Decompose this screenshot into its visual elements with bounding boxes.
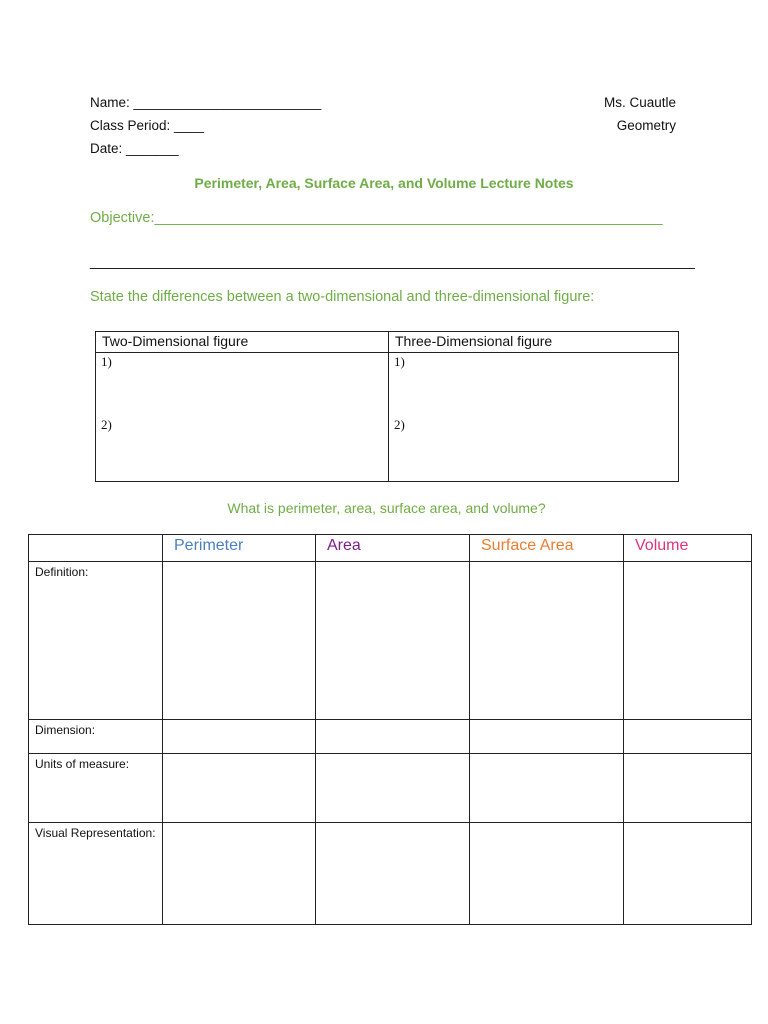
volume-header: Volume [624, 535, 752, 562]
units-label: Units of measure: [29, 754, 163, 823]
dimension-label: Dimension: [29, 720, 163, 754]
teacher-name: Ms. Cuautle [603, 95, 676, 110]
two-dimensional-header: Two-Dimensional figure [96, 332, 389, 353]
date-field: Date: _______ [90, 141, 179, 156]
three-dimensional-cell [389, 353, 679, 482]
table-cell [163, 562, 316, 720]
table-cell [163, 823, 316, 925]
two-dimensional-cell [96, 353, 389, 482]
table-cell [316, 823, 470, 925]
perimeter-header: Perimeter [163, 535, 316, 562]
table-row [29, 823, 752, 925]
page-title: Perimeter, Area, Surface Area, and Volume Lecture Notes [194, 175, 574, 191]
table-row [29, 754, 752, 823]
table-cell [316, 562, 470, 720]
table-cell [470, 754, 624, 823]
table-cell [316, 720, 470, 754]
table-row [29, 720, 752, 754]
concept-table [28, 534, 752, 925]
three-dimensional-header: Three-Dimensional figure [389, 332, 679, 353]
subject-name: Geometry [616, 118, 676, 133]
table-cell [470, 823, 624, 925]
area-header: Area [316, 535, 470, 562]
concepts-question: What is perimeter, area, surface area, and volume? [227, 500, 546, 516]
table-cell [470, 562, 624, 720]
surface-area-header: Surface Area [470, 535, 624, 562]
item-number: 2) [101, 417, 112, 432]
definition-label: Definition: [29, 562, 163, 720]
class-period-field: Class Period: ____ [90, 118, 205, 133]
differences-prompt: State the differences between a two-dimensional and three-dimensional figure: [90, 289, 595, 305]
corner-cell [29, 535, 163, 562]
table-cell [163, 720, 316, 754]
item-number: 1) [394, 354, 405, 369]
item-number: 1) [101, 354, 112, 369]
table-cell [470, 720, 624, 754]
table-cell [163, 754, 316, 823]
name-field: Name: _________________________ [90, 95, 322, 110]
visual-label: Visual Representation: [29, 823, 163, 925]
table-row [29, 562, 752, 720]
objective-blank-line: ___________________________________________________________________________ [90, 254, 695, 270]
table-cell [624, 823, 752, 925]
table-cell [624, 754, 752, 823]
table-cell [624, 562, 752, 720]
objective-line: Objective:_______________________________________________________________ [90, 210, 663, 226]
item-number: 2) [394, 417, 405, 432]
table-cell [624, 720, 752, 754]
dimension-table [95, 331, 679, 482]
table-cell [316, 754, 470, 823]
